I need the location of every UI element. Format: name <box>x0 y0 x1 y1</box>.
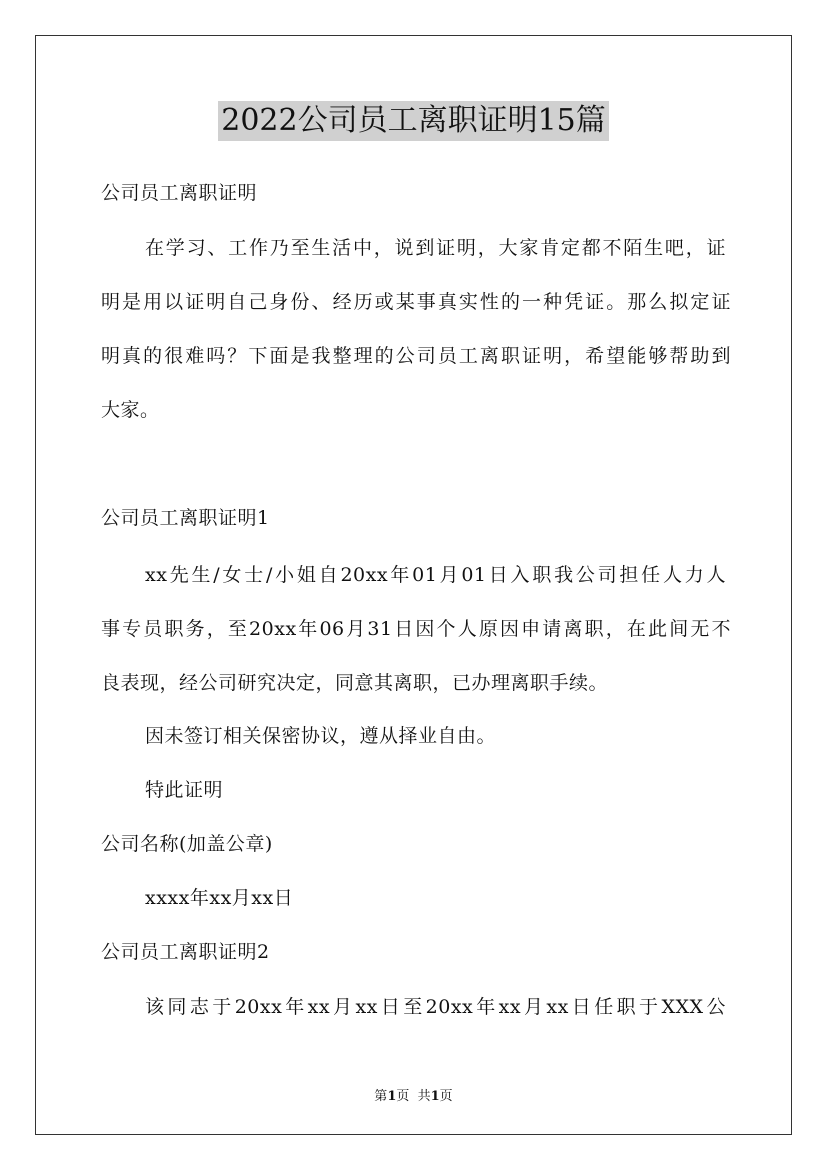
paragraph-line: 因未签订相关保密协议，遵从择业自由。 <box>145 725 497 747</box>
paragraph-line: xx先生/女士/小姐自20xx年01月01日入职我公司担任人力人 <box>145 564 726 586</box>
footer-total-pages: 1 <box>430 1089 440 1104</box>
company-name-line: 公司名称(加盖公章) <box>101 833 273 855</box>
footer-page-number: 1 <box>387 1089 397 1104</box>
document-title: 2022公司员工离职证明15篇 <box>218 101 609 141</box>
paragraph-line: 特此证明 <box>145 779 224 801</box>
paragraph-line: 明是用以证明自己身份、经历或某事真实性的一种凭证。那么拟定证 <box>101 291 731 313</box>
section-heading: 公司员工离职证明 <box>101 182 258 204</box>
title-container <box>0 101 827 141</box>
section-heading: 公司员工离职证明1 <box>101 507 270 529</box>
paragraph-line: 大家。 <box>101 399 160 421</box>
page-footer <box>0 1085 827 1104</box>
section-heading: 公司员工离职证明2 <box>101 941 270 963</box>
paragraph-line: 明真的很难吗？下面是我整理的公司员工离职证明，希望能够帮助到 <box>101 345 731 367</box>
paragraph-line: 良表现，经公司研究决定，同意其离职，已办理离职手续。 <box>101 672 609 694</box>
paragraph-line: 在学习、工作乃至生活中，说到证明，大家肯定都不陌生吧，证 <box>145 237 726 259</box>
date-line: xxxx年xx月xx日 <box>145 887 294 909</box>
paragraph-line: 事专员职务，至20xx年06月31日因个人原因申请离职，在此间无不 <box>101 618 731 640</box>
footer-suffix: 页 <box>439 1089 453 1104</box>
footer-mid: 页 共 <box>396 1089 431 1104</box>
paragraph-line: 该同志于20xx年xx月xx日至20xx年xx月xx日任职于XXX公 <box>145 996 726 1018</box>
footer-prefix: 第 <box>374 1089 388 1104</box>
